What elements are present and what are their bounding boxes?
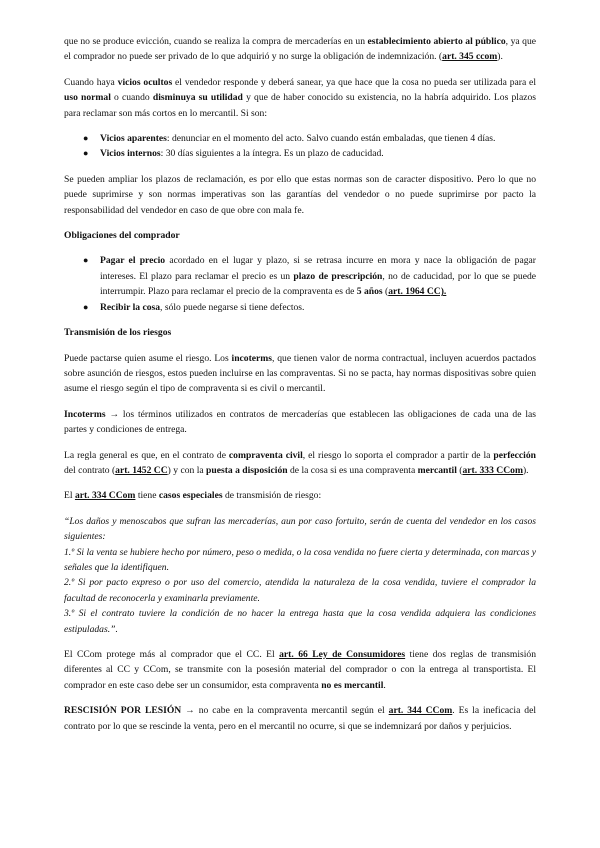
text: . Es la ineficacia del contrato por lo que se rescinde la venta, pero en el mercantil no ocurre, si que se indemnizará por daños y perjuicios. (64, 705, 537, 732)
bullet-icon: ● (83, 148, 89, 159)
bold-term: perfección (493, 449, 536, 461)
text: ( (382, 286, 389, 298)
bold-term: Vicios aparentes (100, 133, 167, 145)
bold-term: 5 años (356, 286, 383, 298)
paragraph-consumer-law (64, 647, 536, 693)
text: : 30 días siguientes a la íntegra. Es un plazo de caducidad. (160, 148, 384, 160)
text: de transmisión de riesgo: (222, 490, 322, 502)
text: y que de haber conocido su existencia, no la habría adquirido. Los plazos para reclamar son más cortos en lo mercantil. Si son: (64, 92, 536, 119)
buyer-obligations-list (64, 253, 536, 315)
text: tiene dos reglas de transmisión diferentes al CC y CCom, se transmite con la posesión material del comprador o con la entrega al transportista. El comprador en este caso debe ser un consumidor, esta compraventa (64, 649, 536, 691)
text: ) y con la (167, 464, 207, 476)
text: de la cosa si es una compraventa (287, 464, 418, 476)
bullet-icon: ● (83, 301, 89, 312)
paragraph-rescission (64, 703, 536, 734)
quote-line: “Los daños y menoscabos que sufran las mercaderías, aun por caso fortuito, serán de cuenta del vendedor en los casos siguientes: (64, 515, 536, 543)
quote-line: 3.º Si el contrato tuviere la condición de no hacer la entrega hasta que la cosa vendida adquiera las condiciones estipuladas.”. (64, 608, 536, 635)
paragraph-claim-periods: Se pueden ampliar los plazos de reclamación, es por ello que estas normas son de caracter dispositivo. Pero lo que no puede suprimirse y son normas imperativas son las garantías del vendedor o no puede suprimirse por pacto la responsabilidad del vendedor en caso de que obre con mala fe. (64, 173, 536, 216)
bold-term: Vicios internos (100, 148, 161, 160)
bold-term: vicios ocultos (117, 76, 173, 88)
quote-line: 1.º Si la venta se hubiere hecho por número, peso o medida, o la cosa vendida no fuere cierta y determinada, con marcas y señales que la identifiquen. (64, 546, 536, 573)
article-reference: art. 1964 CC). (388, 286, 447, 298)
text: , ya que el comprador no puede ser privado de lo que adquirió y no surge la obligación de indemnización. ( (64, 36, 537, 63)
list-item (83, 131, 536, 146)
article-reference: art. 1452 CC (115, 464, 168, 476)
defects-list (64, 131, 536, 162)
text: , sólo puede negarse si tiene defectos. (160, 301, 305, 313)
text: La regla general es que, en el contrato de (64, 449, 229, 461)
bold-term: Recibir la cosa (100, 301, 161, 313)
quote-line: 2.º Si por pacto expreso o por uso del comercio, atendida la naturaleza de la cosa vendida, tuviere el comprador la facultad de reconocerla y examinarla previamente. (64, 577, 536, 604)
bullet-icon: ● (83, 133, 89, 144)
text: El (64, 490, 75, 502)
list-item (83, 253, 537, 299)
text: acordado en el lugar y plazo, si se retrasa incurre en mora y nace la obligación de pagar intereses. El plazo para reclamar el precio es un (100, 255, 536, 282)
article-reference: art. 334 CCom (74, 490, 136, 502)
legal-quote (64, 514, 536, 637)
bold-term: plazo de prescripción (293, 270, 383, 282)
text: el vendedor responde y deberá sanear, ya que hace que la cosa no pueda ser utilizada para el (172, 76, 536, 88)
text: → los términos utilizados en contratos de mercaderías que establecen las obligaciones de cada una de las partes y condiciones de entrega. (64, 408, 536, 436)
text: ). (497, 51, 503, 63)
article-reference: art. 333 CCom (462, 464, 523, 476)
bold-term: establecimiento abierto al público (367, 36, 506, 47)
text: tiene (135, 490, 159, 502)
article-reference: art. 66 Ley de Consumidores (279, 649, 406, 660)
bold-term: compraventa civil (228, 449, 303, 461)
text: : denunciar en el momento del acto. Salvo cuando están embaladas, que tienen 4 días. (166, 133, 496, 145)
paragraph-general-rule (64, 448, 536, 479)
bullet-icon: ● (83, 255, 89, 266)
article-reference: art. 344 CCom (388, 705, 453, 717)
text: ). (522, 464, 529, 476)
paragraph-eviction (64, 34, 536, 65)
paragraph-incoterms (64, 407, 536, 438)
text: → no cabe en la compraventa mercantil según el (181, 705, 389, 717)
bold-term: incoterms (231, 352, 273, 364)
bold-term: RESCISIÓN POR LESIÓN (64, 705, 182, 717)
bold-term: Incoterms (64, 408, 106, 420)
bold-term: casos especiales (158, 490, 223, 502)
paragraph-hidden-defects (64, 75, 536, 121)
document-page (64, 34, 536, 744)
list-item (83, 300, 536, 315)
text: . (383, 679, 386, 691)
bold-term: uso normal (64, 92, 111, 104)
text: , no de caducidad, por lo que se puede interrumpir. Plazo para reclamar el precio de la compraventa es de (100, 270, 537, 298)
bold-term: mercantil (417, 464, 457, 476)
section-heading: Transmisión de los riesgos (64, 327, 172, 339)
list-item (83, 146, 536, 161)
paragraph-risk (64, 351, 536, 397)
text: o cuando (110, 92, 153, 104)
text: Cuando haya (64, 76, 118, 88)
bold-term: Pagar el precio (100, 255, 166, 267)
text: Puede pactarse quien asume el riesgo. Los (64, 352, 232, 364)
text: El CCom protege más al comprador que el CC. El (64, 649, 280, 660)
text: del contrato ( (64, 464, 116, 476)
text: ( (456, 464, 463, 476)
text: , el riesgo lo soporta el comprador a partir de la (302, 449, 494, 461)
text: , que tienen valor de norma contractual, incluyen acuerdos pactados sobre asunción de riesgos, estos pueden incluirse en las compraventas. Si no se pacta, hay normas dispositivas sobre quien asume el riesgo según el tipo de compraventa si es civil o mercantil. (64, 352, 536, 395)
paragraph-special-cases (64, 488, 536, 503)
article-reference: art. 345 ccom (442, 51, 498, 63)
section-heading: Obligaciones del comprador (64, 230, 180, 242)
bold-term: no es mercantil (321, 679, 384, 691)
bold-term: disminuya su utilidad (152, 92, 243, 104)
bold-term: puesta a disposición (206, 464, 288, 476)
text: que no se produce evicción, cuando se realiza la compra de mercaderías en un (64, 36, 368, 47)
